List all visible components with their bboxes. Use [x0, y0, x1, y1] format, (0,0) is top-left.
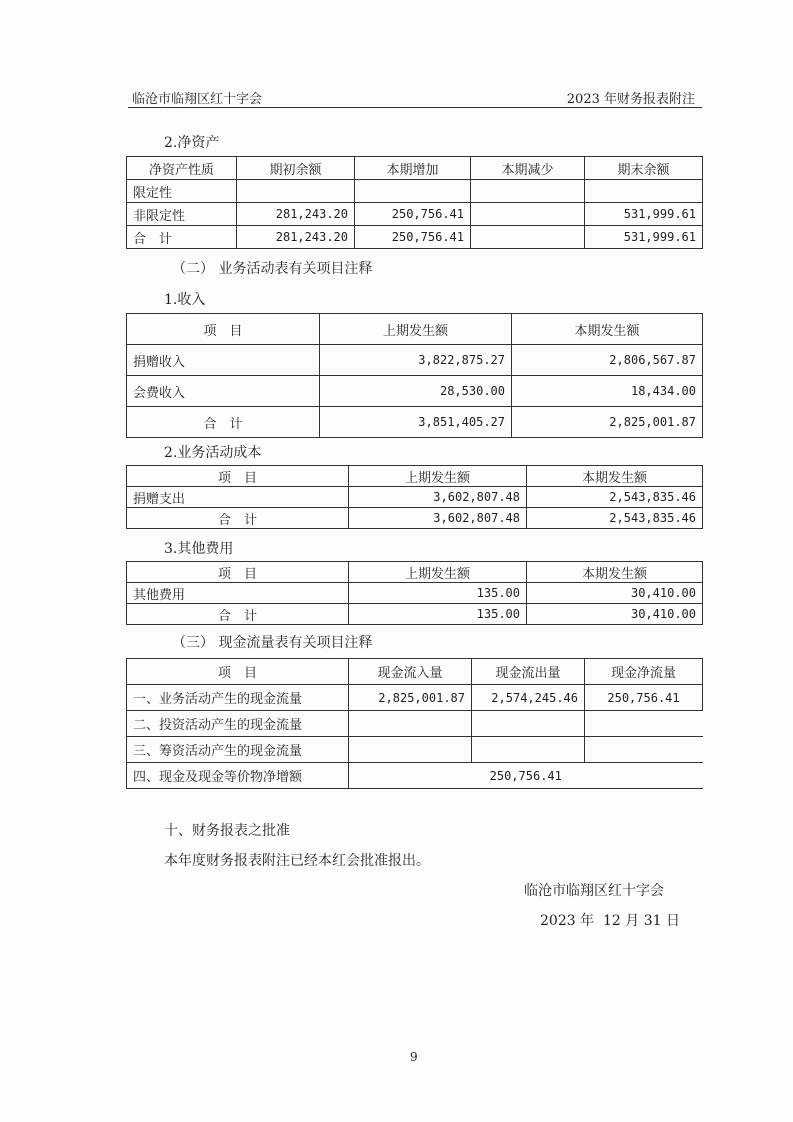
cell: 2,543,835.46 — [527, 487, 703, 508]
row-label: 四、现金及现金等价物净增额 — [127, 763, 349, 789]
page-number: 9 — [410, 1050, 418, 1064]
header-cell: 本期增加 — [355, 157, 471, 180]
cell — [472, 737, 585, 763]
net-assets-title: 2.净资产 — [164, 135, 220, 151]
header-rule — [128, 107, 702, 108]
table-row — [127, 345, 703, 376]
row-label: 合 计 — [127, 508, 349, 529]
net-increase-value: 250,756.41 — [349, 763, 703, 789]
other-title: 3.其他费用 — [164, 541, 234, 557]
table-row — [127, 180, 703, 203]
header-cell: 期末余额 — [585, 157, 703, 180]
cell: 2,543,835.46 — [527, 508, 703, 529]
header-cell: 项 目 — [127, 659, 349, 685]
cell: 2,574,245.46 — [472, 685, 585, 711]
row-label: 二、投资活动产生的现金流量 — [127, 711, 349, 737]
cell — [237, 180, 355, 203]
approval-text: 本年度财务报表附注已经本红会批准报出。 — [164, 853, 430, 869]
row-label: 会费收入 — [127, 376, 320, 407]
cell: 135.00 — [349, 604, 527, 625]
header-cell: 项 目 — [127, 314, 320, 345]
cell: 18,434.00 — [512, 376, 703, 407]
sign-date: 2023 年 12 月 31 日 — [540, 913, 680, 929]
table-total-row — [127, 407, 703, 438]
header-cell: 上期发生额 — [349, 466, 527, 487]
table-row — [127, 376, 703, 407]
row-label: 捐赠收入 — [127, 345, 320, 376]
cell: 28,530.00 — [320, 376, 512, 407]
header-cell: 本期减少 — [471, 157, 585, 180]
header-cell: 现金流入量 — [349, 659, 472, 685]
header-cell: 本期发生额 — [512, 314, 703, 345]
header-cell: 现金流出量 — [472, 659, 585, 685]
cell: 3,822,875.27 — [320, 345, 512, 376]
cell — [471, 203, 585, 226]
income-title: 1.收入 — [164, 292, 206, 308]
table-total-row — [127, 508, 703, 529]
cell: 531,999.61 — [585, 203, 703, 226]
table-row — [127, 711, 703, 737]
table-total-row — [127, 604, 703, 625]
header-doc-title: 2023 年财务报表附注 — [566, 92, 695, 107]
row-label: 合 计 — [127, 604, 349, 625]
header-cell: 现金净流量 — [585, 659, 703, 685]
cell: 30,410.00 — [527, 604, 703, 625]
header-cell: 本期发生额 — [527, 562, 703, 583]
row-label: 一、业务活动产生的现金流量 — [127, 685, 349, 711]
header-cell: 上期发生额 — [320, 314, 512, 345]
cell — [349, 737, 472, 763]
cell — [349, 711, 472, 737]
table-header-row — [127, 314, 703, 345]
cell: 30,410.00 — [527, 583, 703, 604]
activity-notes-title: （二） 业务活动表有关项目注释 — [172, 261, 373, 277]
table-row — [127, 487, 703, 508]
header-cell: 期初余额 — [237, 157, 355, 180]
cashflow-title: （三） 现金流量表有关项目注释 — [172, 635, 373, 651]
cell — [355, 180, 471, 203]
cell: 281,243.20 — [237, 226, 355, 249]
cell: 2,806,567.87 — [512, 345, 703, 376]
header-cell: 本期发生额 — [527, 466, 703, 487]
cell: 281,243.20 — [237, 203, 355, 226]
table-total-row — [127, 226, 703, 249]
cell: 250,756.41 — [355, 226, 471, 249]
cell — [585, 711, 703, 737]
cell: 135.00 — [349, 583, 527, 604]
cashflow-table — [126, 658, 703, 789]
cell: 3,602,807.48 — [349, 508, 527, 529]
table-row — [127, 737, 703, 763]
signer: 临沧市临翔区红十字会 — [524, 883, 664, 899]
row-label: 限定性 — [127, 180, 237, 203]
row-label: 三、筹资活动产生的现金流量 — [127, 737, 349, 763]
cost-table — [126, 465, 703, 529]
row-label: 非限定性 — [127, 203, 237, 226]
cell: 250,756.41 — [355, 203, 471, 226]
cell — [585, 180, 703, 203]
cell: 3,851,405.27 — [320, 407, 512, 438]
header-cell: 项 目 — [127, 466, 349, 487]
table-header-row — [127, 659, 703, 685]
cell — [471, 226, 585, 249]
cell: 531,999.61 — [585, 226, 703, 249]
cell: 2,825,001.87 — [512, 407, 703, 438]
cost-title: 2.业务活动成本 — [164, 445, 262, 461]
header-org: 临沧市临翔区红十字会 — [132, 92, 263, 107]
cell: 250,756.41 — [585, 685, 703, 711]
net-assets-table — [126, 156, 703, 249]
cell: 2,825,001.87 — [349, 685, 472, 711]
row-label: 其他费用 — [127, 583, 349, 604]
header-cell: 项 目 — [127, 562, 349, 583]
table-row — [127, 203, 703, 226]
other-table — [126, 561, 703, 625]
approval-title: 十、财务报表之批准 — [164, 823, 290, 839]
cell: 3,602,807.48 — [349, 487, 527, 508]
row-label: 捐赠支出 — [127, 487, 349, 508]
income-table — [126, 313, 703, 438]
table-total-row — [127, 763, 703, 789]
row-label: 合 计 — [127, 407, 320, 438]
table-header-row — [127, 466, 703, 487]
cell — [471, 180, 585, 203]
table-header-row — [127, 157, 703, 180]
cell — [585, 737, 703, 763]
cell — [472, 711, 585, 737]
row-label: 合 计 — [127, 226, 237, 249]
header-cell: 上期发生额 — [349, 562, 527, 583]
table-row — [127, 685, 703, 711]
header-cell: 净资产性质 — [127, 157, 237, 180]
table-header-row — [127, 562, 703, 583]
table-row — [127, 583, 703, 604]
